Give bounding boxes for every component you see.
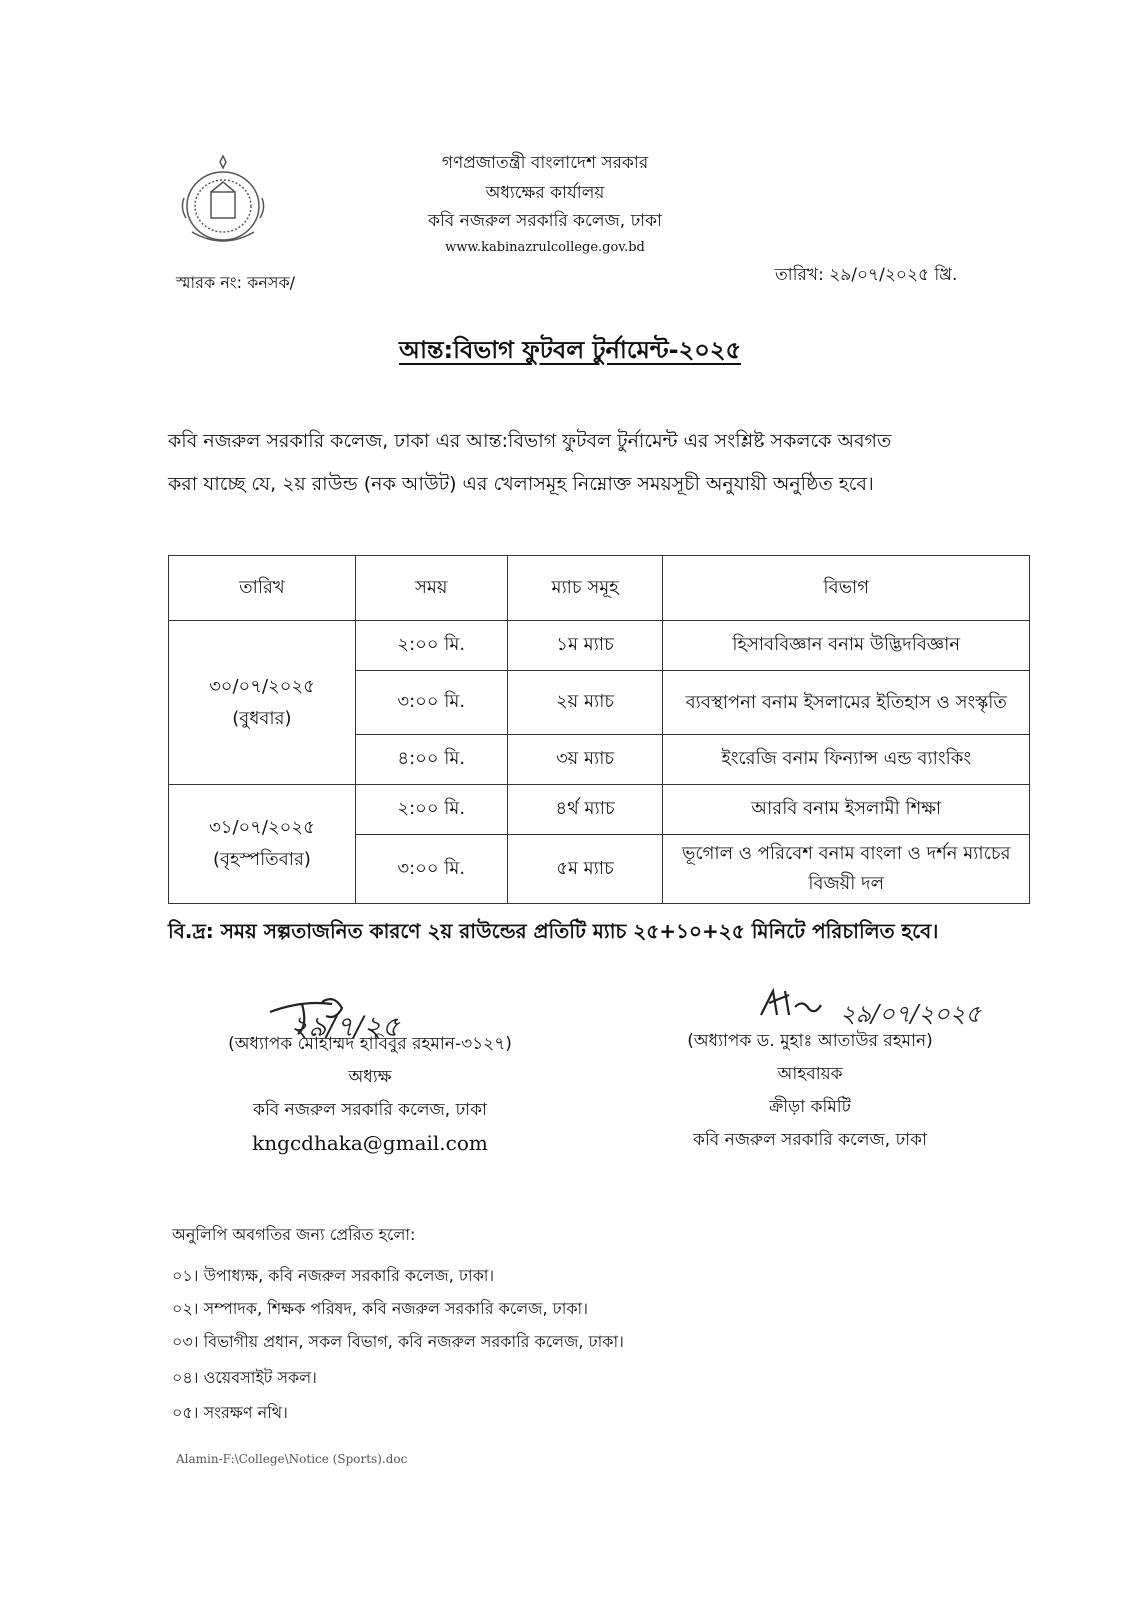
right-signatory-committee: ক্রীড়া কমিটি	[769, 1097, 851, 1117]
day-weekday: (বৃহস্পতিবার)	[212, 849, 311, 870]
right-signatory-name: (অধ্যাপক ড. মুহাঃ আতাউর রহমান)	[687, 1031, 933, 1051]
table-row	[169, 621, 1030, 671]
day-date: ৩০/০৭/২০২৫	[209, 675, 315, 697]
time-cell: ৩:০০ মি.	[355, 671, 507, 735]
header-time: সময়	[355, 556, 507, 621]
match-cell: ১ম ম্যাচ	[507, 621, 663, 671]
schedule-table	[168, 555, 1030, 904]
department-cell: ব্যবস্থাপনা বনাম ইসলামের ইতিহাস ও সংস্কৃতি	[663, 671, 1030, 735]
match-cell: ৫ম ম্যাচ	[507, 835, 663, 904]
right-signatory-designation: আহবায়ক	[777, 1064, 843, 1084]
department-cell: আরবি বনাম ইসলামী শিক্ষা	[663, 785, 1030, 835]
left-signatory-institution: কবি নজরুল সরকারি কলেজ, ঢাকা	[253, 1100, 487, 1120]
match-cell: ২য় ম্যাচ	[507, 671, 663, 735]
page-title: আন্ত:বিভাগ ফুটবল টুর্নামেন্ট-২০২৫	[398, 336, 742, 364]
left-signatory-block	[180, 1028, 560, 1160]
header-department: বিভাগ	[663, 556, 1030, 621]
memo-number: স্মারক নং: কনসক/	[176, 273, 296, 292]
header-date: তারিখ	[169, 556, 356, 621]
right-signatory-institution: কবি নজরুল সরকারি কলেজ, ঢাকা	[693, 1130, 927, 1150]
government-seal-icon	[178, 152, 268, 252]
day-date: ৩১/০৭/২০২৫	[209, 817, 315, 838]
time-cell: ২:০০ মি.	[355, 621, 507, 671]
notice-date: তারিখ: ২৯/০৭/২০২৫ খ্রি.	[775, 265, 958, 285]
day-cell	[169, 621, 356, 785]
time-cell: ২:০০ মি.	[355, 785, 507, 835]
cc-item: ০৪। ওয়েবসাইট সকল।	[172, 1368, 317, 1387]
cc-item: ০২। সম্পাদক, শিক্ষক পরিষদ, কবি নজরুল সরকারি কলেজ, ঢাকা।	[172, 1299, 588, 1318]
time-cell: ৩:০০ মি.	[355, 835, 507, 904]
day-weekday: (বুধবার)	[232, 707, 292, 729]
match-cell: ৪র্থ ম্যাচ	[507, 785, 663, 835]
table-row	[169, 785, 1030, 835]
cc-item: ০৫। সংরক্ষণ নথি।	[172, 1403, 288, 1422]
department-cell: ভূগোল ও পরিবেশ বনাম বাংলা ও দর্শন ম্যাচের বিজয়ী দল	[663, 835, 1030, 904]
header-college: কবি নজরুল সরকারি কলেজ, ঢাকা	[428, 211, 662, 231]
right-signatory-block	[630, 1025, 990, 1157]
header-office: অধ্যক্ষের কার্যালয়	[485, 183, 605, 203]
left-signatory-designation: অধ্যক্ষ	[348, 1067, 392, 1087]
table-header-row	[169, 556, 1030, 621]
header-website: www.kabinazrulcollege.gov.bd	[445, 240, 645, 255]
cc-item: ০৩। বিভাগীয় প্রধান, সকল বিভাগ, কবি নজরুল সরকারি কলেজ, ঢাকা।	[172, 1332, 624, 1351]
file-path-footer: Alamin-F:\College\Notice (Sports).doc	[176, 1452, 408, 1466]
left-signatory-name: (অধ্যাপক মোহাম্মদ হাবিবুর রহমান-৩১২৭)	[228, 1034, 512, 1054]
header-government: গণপ্রজাতন্ত্রী বাংলাদেশ সরকার	[441, 153, 649, 173]
cc-heading: অনুলিপি অবগতির জন্য প্রেরিত হলো:	[172, 1225, 416, 1244]
department-cell: ইংরেজি বনাম ফিন্যান্স এন্ড ব্যাংকিং	[663, 735, 1030, 785]
intro-line-1: কবি নজরুল সরকারি কলেজ, ঢাকা এর আন্ত:বিভাগ ফুটবল টুর্নামেন্ট এর সংশ্লিষ্ট সকলকে অবগত	[168, 430, 892, 452]
left-signatory-email: kngcdhaka@gmail.com	[252, 1131, 488, 1155]
left-handwritten-date: ২৯/৭/২৫	[290, 1010, 400, 1043]
match-cell: ৩য় ম্যাচ	[507, 735, 663, 785]
cc-item: ০১। উপাধ্যক্ষ, কবি নজরুল সরকারি কলেজ, ঢাকা।	[172, 1266, 495, 1285]
right-handwritten-date: ২৯/০৭/২০২৫	[840, 1000, 981, 1028]
signature-right	[755, 985, 845, 1025]
department-cell: হিসাববিজ্ঞান বনাম উদ্ভিদবিজ্ঞান	[663, 621, 1030, 671]
intro-line-2: করা যাচ্ছে যে, ২য় রাউন্ড (নক আউট) এর খেলাসমূহ নিম্নোক্ত সময়সূচী অনুযায়ী অনুষ্ঠিত হবে।	[168, 473, 874, 495]
time-cell: ৪:০০ মি.	[355, 735, 507, 785]
special-note: বি.দ্র: সময় সল্পতাজনিত কারণে ২য় রাউন্ডের প্রতিটি ম্যাচ ২৫+১০+২৫ মিনিটে পরিচালিত হবে।	[168, 919, 939, 943]
day-cell	[169, 785, 356, 904]
header-matches: ম্যাচ সমূহ	[507, 556, 663, 621]
